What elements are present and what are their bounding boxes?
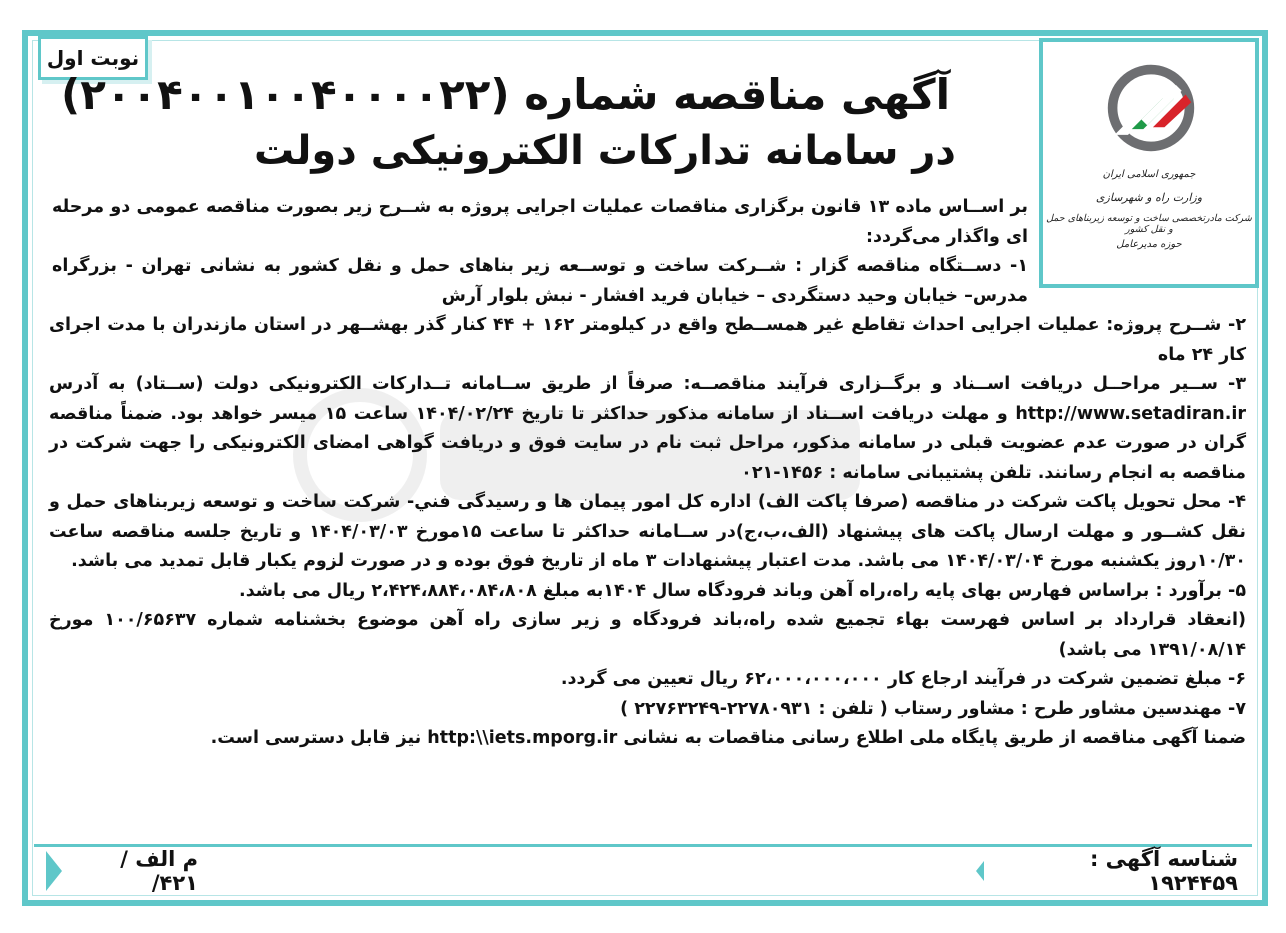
paragraph-item-3: ۳- ســیر مراحــل دریافت اســناد و برگــزاری فرآیند مناقصــه: صرفاً از طریق ســامانه تــدارکات الکترونیکی دولت (ســتاد) به آدرس http://www.setadiran.ir و مهلت دریافت اســناد از سامانه مذکور حداکثر تا تاریخ ۱۴۰۴/۰۲/۲۴ ساعت ۱۵ میسر خواهد بود. ضمناً مناقصه گران در صورت عدم عضویت قبلی در سامانه مذکور، مراحل ثبت نام در سایت فوق و دریافت گواهی امضای الکترونیکی را جهت شرکت در مناقصه به انجام رسانند. تلفن پشتیبانی سامانه : ۱۴۵۶-۰۲۱ (49, 374, 1247, 483)
logo-text-ministry: وزارت راه و شهرسازی (1095, 191, 1203, 204)
paragraph-item-4: ۴- محل تحویل پاکت شرکت در مناقصه (صرفا پاکت الف) اداره کل امور پیمان ها و رسیدگی فني- شرکت ساخت و توسعه زیربناهای حمل و نقل کشــور و مهلت ارسال پاکت های پیشنهاد (الف،ب،ج)در ســامانه حداکثر تا ساعت ۱۵مورخ ۱۴۰۴/۰۳/۰۳ و تاریخ جلسه مناقصه ساعت ۱۰/۳۰روز یکشنبه مورخ ۱۴۰۴/۰۳/۰۴ می باشد. مدت اعتبار پیشنهادات ۳ ماه از تاریخ فوق بوده و در صورت لزوم یکبار قابل تمدید می باشد. (49, 492, 1247, 571)
logo-panel (1039, 38, 1259, 288)
ad-id-label: شناسه آگهی : ۱۹۲۴۴۵۹ (984, 847, 1252, 895)
issue-badge: نوبت اول (38, 36, 148, 80)
logo-text-republic: جمهوری اسلامی ایران (1102, 169, 1196, 180)
logo-text-office: حوزه مدیرعامل (1116, 239, 1182, 250)
paragraph-item-6: ۶- مبلغ تضمین شرکت در فرآیند ارجاع کار ۶۲،۰۰۰،۰۰۰،۰۰۰ ریال تعیین می گردد. (560, 669, 1246, 689)
logo-text-company: شرکت مادرتخصصی ساخت و توسعه زیربناهای حمل و نقل کشور (1046, 213, 1252, 235)
road-infrastructure-logo-icon (1103, 60, 1199, 156)
ad-title-line-1: آگهی مناقصه شماره (۲۰۰۴۰۰۱۰۰۴۰۰۰۰۲۲) (61, 70, 950, 119)
paragraph-closing: ضمنا آگهی مناقصه از طریق پایگاه ملی اطلاع رسانی مناقصات به نشانی http:\\iets.mporg.ir نیز قابل دسترسی است. (210, 728, 1246, 748)
footer-chevron-left-icon (46, 851, 62, 891)
ad-code: م الف /۴۲۱/ (62, 847, 212, 895)
paragraph-item-5: ۵- برآورد : براساس فهارس بهای پایه راه،راه آهن وباند فرودگاه سال ۱۴۰۴به مبلغ ۲،۴۲۴،۸۸۴،۰۸۴،۸۰۸ ریال می باشد. (239, 580, 1246, 601)
ad-body-main (49, 311, 1246, 754)
ad-body-top (52, 193, 1028, 311)
paragraph-item-1: ۱- دســتگاه مناقصه گزار : شــرکت ساخت و توســعه زیر بناهای حمل و نقل کشور به نشانی تهران - بزرگراه مدرس– خیابان وحید دستگردی – خیابان فرید افشار - نبش بلوار آرش (52, 256, 1028, 306)
ad-title-line-2: در سامانه تدارکات الکترونیکی دولت (254, 128, 956, 174)
paragraph-item-7: ۷- مهندسین مشاور طرح : مشاور رستاب ( تلفن : ۲۲۷۸۰۹۳۱-۲۲۷۶۳۲۴۹ ) (620, 698, 1246, 719)
paragraph-item-5-note: (انعقاد قرارداد بر اساس فهرست بهاء تجمیع شده راه،باند فرودگاه و زیر سازی راه آهن موضوع بخشنامه شماره ۱۰۰/۶۵۶۳۷ مورخ ۱۳۹۱/۰۸/۱۴ می باشد) (49, 610, 1246, 660)
paragraph-item-2: ۲- شــرح پروژه: عملیات اجرایی احداث تقاطع غیر همســطح واقع در کیلومتر ۱۶۲ + ۴۴ کنار گذر بهشــهر در استان مازندران با مدت اجرای کار ۲۴ ماه (49, 315, 1246, 365)
paragraph-intro: بر اســاس ماده ۱۳ قانون برگزاری مناقصات عملیات اجرایی پروژه به شــرح زیر بصورت مناقصه عمومی دو مرحله ای واگذار می‌گردد: (52, 197, 1029, 247)
